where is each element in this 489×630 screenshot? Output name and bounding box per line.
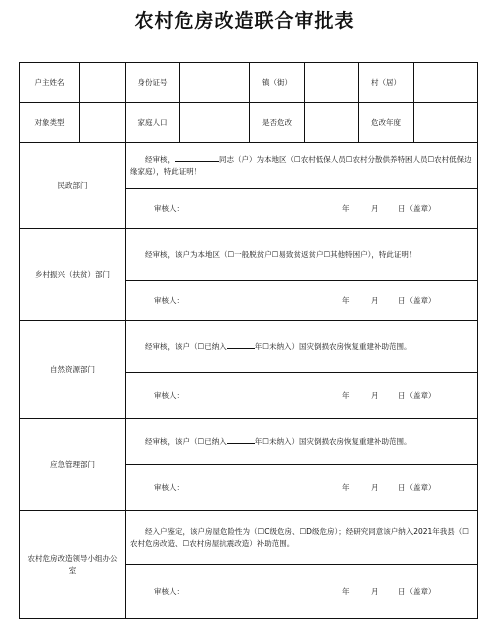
- civil-day-seal-label: 日（盖章）: [398, 203, 436, 213]
- village-label: 村（居）: [359, 63, 414, 103]
- is-dangerous-label: 是否危改: [250, 103, 305, 143]
- emergency-management-statement: [126, 419, 478, 465]
- family-size-field[interactable]: [180, 103, 250, 143]
- office-month-label: 月: [371, 586, 379, 596]
- emergency-stmt-lead: 经审核，该户（☐已纳入: [145, 436, 227, 446]
- rural-year-label: 年: [342, 295, 350, 305]
- natural-resources-statement: [126, 321, 478, 373]
- natural-stmt-lead: 经审核，该户（☐已纳入: [145, 341, 227, 351]
- town-label: 镇（街）: [250, 63, 305, 103]
- town-field[interactable]: [305, 63, 359, 103]
- emergency-stmt-body: 年☐未纳入）国灾倒损农房恢复重建补助范围。: [254, 436, 412, 446]
- household-name-field[interactable]: [80, 63, 126, 103]
- renovation-leading-office-signature-row: [126, 565, 478, 619]
- emergency-management-signature-row: [126, 465, 478, 511]
- natural-year-blank[interactable]: [227, 348, 255, 349]
- emergency-reviewer-label: 审核人：: [154, 482, 184, 492]
- office-year-label: 年: [342, 586, 350, 596]
- rural-revitalization-statement: 经审核，该户为本地区（☐一般脱贫户☐易致贫返贫户☐其他特困户），特此证明！: [126, 229, 478, 281]
- renovation-year-field[interactable]: [414, 103, 478, 143]
- civil-year-label: 年: [342, 203, 350, 213]
- civil-stmt-lead: 经审核，: [145, 154, 175, 164]
- natural-stmt-body: 年☐未纳入）国灾倒损农房恢复重建补助范围。: [254, 341, 412, 351]
- renovation-year-label: 危改年度: [359, 103, 414, 143]
- emergency-year-blank[interactable]: [227, 443, 255, 444]
- rural-revitalization-dept: 乡村振兴（扶贫）部门: [20, 229, 126, 321]
- civil-name-blank[interactable]: [175, 161, 219, 162]
- natural-day-seal-label: 日（盖章）: [398, 390, 436, 400]
- target-type-label: 对象类型: [20, 103, 80, 143]
- rural-revitalization-signature-row: [126, 281, 478, 321]
- civil-stmt-body: 同志（户）为本地区（☐农村低保人员☐农村分散供养特困人员☐农村低保边缘家庭），特此证明！: [130, 154, 472, 176]
- renovation-leading-office-dept: 农村危房改造领导小组办公室: [20, 511, 126, 619]
- approval-form-table: [19, 62, 478, 619]
- office-day-seal-label: 日（盖章）: [398, 586, 436, 596]
- natural-resources-dept: 自然资源部门: [20, 321, 126, 419]
- rural-reviewer-label: 审核人：: [154, 295, 184, 305]
- renovation-leading-office-statement: 经入户鉴定，该户房屋危险性为（☐C级危房、☐D级危房）；经研究同意该户纳入2021年我县（☐农村危房改造、☐农村房屋抗震改造）补助范围。: [126, 511, 478, 565]
- natural-resources-signature-row: [126, 373, 478, 419]
- family-size-label: 家庭人口: [126, 103, 180, 143]
- civil-affairs-statement: [126, 143, 478, 189]
- emergency-day-seal-label: 日（盖章）: [398, 482, 436, 492]
- natural-reviewer-label: 审核人：: [154, 390, 184, 400]
- rural-day-seal-label: 日（盖章）: [398, 295, 436, 305]
- civil-affairs-signature-row: [126, 189, 478, 229]
- civil-month-label: 月: [371, 203, 379, 213]
- id-number-field[interactable]: [180, 63, 250, 103]
- id-number-label: 身份证号: [126, 63, 180, 103]
- natural-month-label: 月: [371, 390, 379, 400]
- rural-month-label: 月: [371, 295, 379, 305]
- emergency-month-label: 月: [371, 482, 379, 492]
- village-field[interactable]: [414, 63, 478, 103]
- target-type-field[interactable]: [80, 103, 126, 143]
- office-reviewer-label: 审核人：: [154, 586, 184, 596]
- natural-year-label: 年: [342, 390, 350, 400]
- civil-affairs-dept: 民政部门: [20, 143, 126, 229]
- household-name-label: 户主姓名: [20, 63, 80, 103]
- form-title: 农村危房改造联合审批表: [134, 10, 355, 32]
- emergency-year-label: 年: [342, 482, 350, 492]
- civil-reviewer-label: 审核人：: [154, 203, 184, 213]
- is-dangerous-field[interactable]: [305, 103, 359, 143]
- emergency-management-dept: 应急管理部门: [20, 419, 126, 511]
